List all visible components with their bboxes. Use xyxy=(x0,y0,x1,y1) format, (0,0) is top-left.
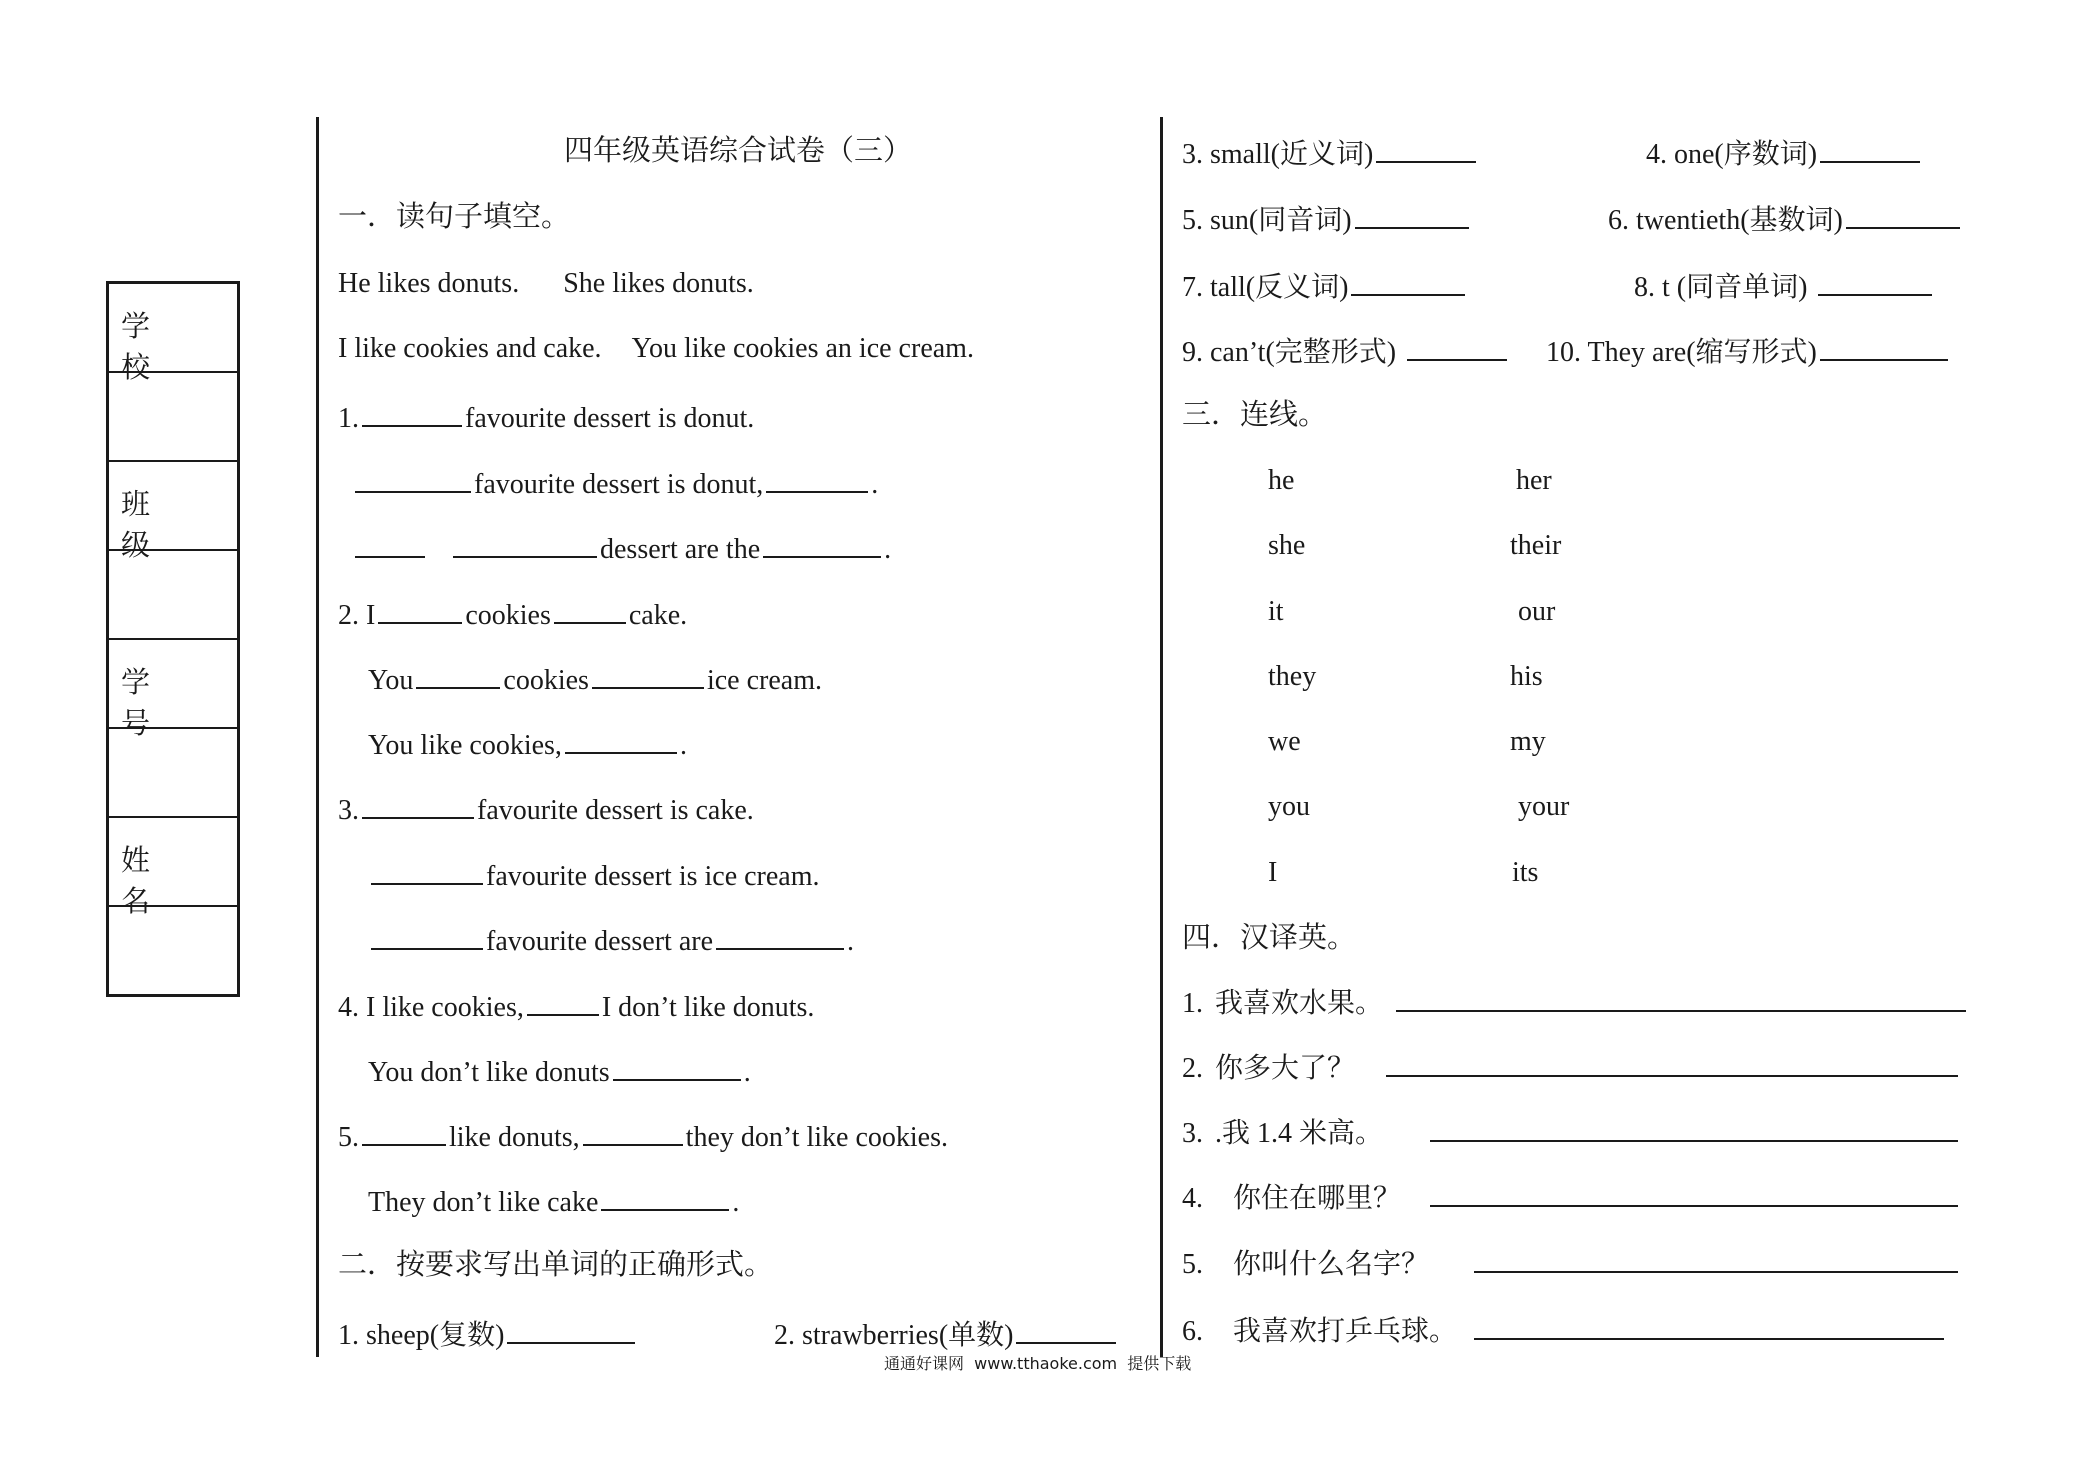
class-input-cell[interactable] xyxy=(109,551,237,640)
translate-answer-line-4[interactable] xyxy=(1430,1205,1958,1207)
word-form-label-3: 3. small(近义词) xyxy=(1182,139,1374,170)
q2-line-a xyxy=(338,598,687,630)
q5-blank-2[interactable] xyxy=(583,1120,683,1146)
word-form-blank-6[interactable] xyxy=(1846,203,1960,229)
q2-blank-4[interactable] xyxy=(592,663,704,689)
intro-2a: I like cookies and cake. xyxy=(338,333,602,364)
word-form-blank-5[interactable] xyxy=(1355,203,1469,229)
q1-text-b: favourite dessert is donut, xyxy=(474,469,764,500)
page-title: 四年级英语综合试卷（三） xyxy=(564,135,913,167)
word-form-label-4: 4. one(序数词) xyxy=(1646,139,1818,170)
translate-answer-line-1[interactable] xyxy=(1396,1010,1966,1012)
q4-text-b: You don’t like donuts xyxy=(368,1057,610,1088)
q1-line-c: dessert are the . xyxy=(352,532,891,564)
translate-num-1: 1. xyxy=(1182,988,1203,1019)
word-form-blank-3[interactable] xyxy=(1376,137,1476,163)
word-form-label-8: 8. t (同音单词) xyxy=(1634,272,1808,303)
match-left-6[interactable]: you xyxy=(1268,791,1310,822)
q1-blank-1[interactable] xyxy=(362,401,462,427)
q3-line-b xyxy=(368,859,820,891)
q5-blank-3[interactable] xyxy=(601,1185,729,1211)
match-left-2[interactable]: she xyxy=(1268,530,1306,561)
q5-line-a xyxy=(338,1120,948,1152)
word-form-blank-4[interactable] xyxy=(1820,137,1920,163)
translate-item-6 xyxy=(1182,1318,1457,1346)
translate-text-5: 你叫什么名字？ xyxy=(1233,1249,1430,1280)
translate-num-5: 5. xyxy=(1182,1249,1203,1280)
q3-blank-1[interactable] xyxy=(362,793,474,819)
q2-line-c: You like cookies, . xyxy=(368,730,687,761)
word-form-item-2 xyxy=(774,1318,1119,1350)
word-form-label-5: 5. sun(同音词) xyxy=(1182,205,1352,236)
match-left-7[interactable]: I xyxy=(1268,857,1278,888)
footer-source: 通通好课网 www.tthaoke.com 提供下载 xyxy=(884,1354,1192,1373)
q1-num: 1. xyxy=(338,403,359,434)
word-form-blank-10[interactable] xyxy=(1820,335,1948,361)
q2-line-b xyxy=(368,663,822,695)
section2-heading: 二．按要求写出单词的正确形式。 xyxy=(338,1249,774,1281)
name-input-cell[interactable] xyxy=(109,907,237,996)
word-form-label-10: 10. They are(缩写形式) xyxy=(1546,337,1817,368)
left-margin-rule xyxy=(316,117,319,1357)
translate-text-6: 我喜欢打乒乓球。 xyxy=(1233,1316,1458,1347)
match-right-5[interactable]: my xyxy=(1510,726,1546,757)
q5-text-b: They don’t like cake xyxy=(368,1187,599,1218)
match-left-5[interactable]: we xyxy=(1268,726,1301,757)
word-form-label-6: 6. twentieth(基数词) xyxy=(1608,205,1843,236)
translate-answer-line-3[interactable] xyxy=(1430,1140,1958,1142)
match-left-4[interactable]: they xyxy=(1268,661,1317,692)
name-label-cell xyxy=(109,818,237,918)
q1-text-a: favourite dessert is donut. xyxy=(465,403,755,434)
translate-item-3 xyxy=(1182,1120,1383,1148)
q5-text-a2: they don’t like cookies. xyxy=(685,1122,948,1153)
match-right-3[interactable]: our xyxy=(1518,596,1556,627)
q2-blank-3[interactable] xyxy=(416,663,500,689)
word-form-item-7 xyxy=(1182,270,1468,302)
q4-line-b: You don’t like donuts . xyxy=(368,1057,751,1088)
q1-blank-2[interactable] xyxy=(355,467,471,493)
school-label-cell xyxy=(109,284,237,384)
school-input-cell[interactable] xyxy=(109,373,237,462)
q5-blank-1[interactable] xyxy=(362,1120,446,1146)
translate-item-5 xyxy=(1182,1251,1429,1279)
class-label-cell xyxy=(109,462,237,562)
word-form-blank-8[interactable] xyxy=(1818,270,1932,296)
match-left-3[interactable]: it xyxy=(1268,596,1284,627)
q5-line-b: They don’t like cake . xyxy=(368,1187,740,1218)
section3-heading: 三．连线。 xyxy=(1182,399,1328,431)
intro-line-1 xyxy=(338,270,754,298)
q3-num: 3. xyxy=(338,795,359,826)
word-form-blank-2[interactable] xyxy=(1016,1318,1116,1344)
q1-text-c: dessert are the xyxy=(600,534,761,565)
q1-blank-4[interactable] xyxy=(355,532,425,558)
match-right-7[interactable]: its xyxy=(1512,857,1539,888)
translate-num-6: 6. xyxy=(1182,1316,1203,1347)
q2-text-a1: cookies xyxy=(465,600,551,631)
match-right-2[interactable]: their xyxy=(1510,530,1562,561)
translate-text-3: .我 1.4 米高。 xyxy=(1215,1118,1384,1149)
q2-text-a2: cake. xyxy=(628,600,688,631)
q4-blank-1[interactable] xyxy=(527,990,599,1016)
q1-blank-3[interactable] xyxy=(766,467,868,493)
word-form-label-1: 1. sheep(复数) xyxy=(338,1320,505,1351)
q5-text-a1: like donuts, xyxy=(449,1122,580,1153)
translate-text-1: 我喜欢水果。 xyxy=(1215,988,1384,1019)
translate-text-2: 你多大了？ xyxy=(1215,1053,1356,1084)
q3-line-a xyxy=(338,793,754,825)
q4-text-a1: 4. I like cookies, xyxy=(338,992,524,1023)
student-number-input-cell[interactable] xyxy=(109,729,237,818)
translate-answer-line-6[interactable] xyxy=(1474,1338,1944,1340)
q2-blank-1[interactable] xyxy=(378,598,462,624)
section1-heading: 一．读句子填空。 xyxy=(338,201,571,233)
column-divider-rule xyxy=(1160,117,1163,1357)
intro-1b: She likes donuts. xyxy=(563,268,754,299)
word-form-item-6 xyxy=(1608,203,1963,235)
translate-num-3: 3. xyxy=(1182,1118,1203,1149)
match-right-4[interactable]: his xyxy=(1510,661,1543,692)
student-number-label-cell xyxy=(109,640,237,740)
match-right-6[interactable]: your xyxy=(1518,791,1570,822)
q1-blank-6[interactable] xyxy=(763,532,881,558)
q5-num: 5. xyxy=(338,1122,359,1153)
word-form-item-3 xyxy=(1182,137,1479,169)
word-form-label-2: 2. strawberries(单数) xyxy=(774,1320,1014,1351)
word-form-label-9: 9. can’t(完整形式) xyxy=(1182,337,1397,368)
q2-text-b0: You xyxy=(368,665,414,696)
translate-item-2 xyxy=(1182,1055,1355,1083)
q2-text-c: You like cookies, xyxy=(368,730,562,761)
translate-item-4 xyxy=(1182,1185,1401,1213)
intro-2b: You like cookies an ice cream. xyxy=(631,333,974,364)
class-label: 班 级 xyxy=(121,489,169,562)
q3-line-c: favourite dessert are . xyxy=(368,924,854,956)
translate-item-1 xyxy=(1182,990,1383,1018)
q1-line-b: favourite dessert is donut, . xyxy=(352,467,878,499)
word-form-item-5 xyxy=(1182,203,1472,235)
q2-text-b1: cookies xyxy=(503,665,589,696)
q3-text-c: favourite dessert are xyxy=(486,926,713,957)
student-info-box xyxy=(106,281,240,997)
q2-blank-5[interactable] xyxy=(565,728,677,754)
q4-text-a2: I don’t like donuts. xyxy=(601,992,815,1023)
match-left-1[interactable]: he xyxy=(1268,465,1295,496)
word-form-item-4 xyxy=(1646,137,1923,169)
q1-line-a xyxy=(338,401,754,433)
student-number-label: 学 号 xyxy=(121,667,169,740)
translate-answer-line-5[interactable] xyxy=(1474,1271,1958,1273)
q3-text-a: favourite dessert is cake. xyxy=(477,795,754,826)
word-form-item-9 xyxy=(1182,335,1510,367)
match-right-1[interactable]: her xyxy=(1516,465,1552,496)
section4-heading: 四．汉译英。 xyxy=(1182,922,1357,954)
translate-text-4: 你住在哪里？ xyxy=(1233,1183,1402,1214)
name-label: 姓 名 xyxy=(121,845,169,918)
q1-blank-5[interactable] xyxy=(453,532,597,558)
translate-num-2: 2. xyxy=(1182,1053,1203,1084)
word-form-item-8 xyxy=(1634,270,1935,302)
school-label: 学 校 xyxy=(121,311,169,384)
translate-answer-line-2[interactable] xyxy=(1386,1075,1958,1077)
translate-num-4: 4. xyxy=(1182,1183,1203,1214)
q2-blank-2[interactable] xyxy=(554,598,626,624)
word-form-item-10 xyxy=(1546,335,1951,367)
intro-1a: He likes donuts. xyxy=(338,268,520,299)
q4-blank-2[interactable] xyxy=(613,1055,741,1081)
word-form-blank-1[interactable] xyxy=(507,1318,635,1344)
word-form-blank-9[interactable] xyxy=(1407,335,1507,361)
q3-text-b: favourite dessert is ice cream. xyxy=(486,861,820,892)
q2-num: 2. I xyxy=(338,600,376,631)
q3-blank-4[interactable] xyxy=(716,924,844,950)
q4-line-a xyxy=(338,990,814,1022)
q3-blank-2[interactable] xyxy=(371,859,483,885)
word-form-blank-7[interactable] xyxy=(1351,270,1465,296)
q2-text-b2: ice cream. xyxy=(706,665,822,696)
word-form-item-1 xyxy=(338,1318,638,1350)
intro-line-2 xyxy=(338,335,974,363)
word-form-label-7: 7. tall(反义词) xyxy=(1182,272,1349,303)
q3-blank-3[interactable] xyxy=(371,924,483,950)
